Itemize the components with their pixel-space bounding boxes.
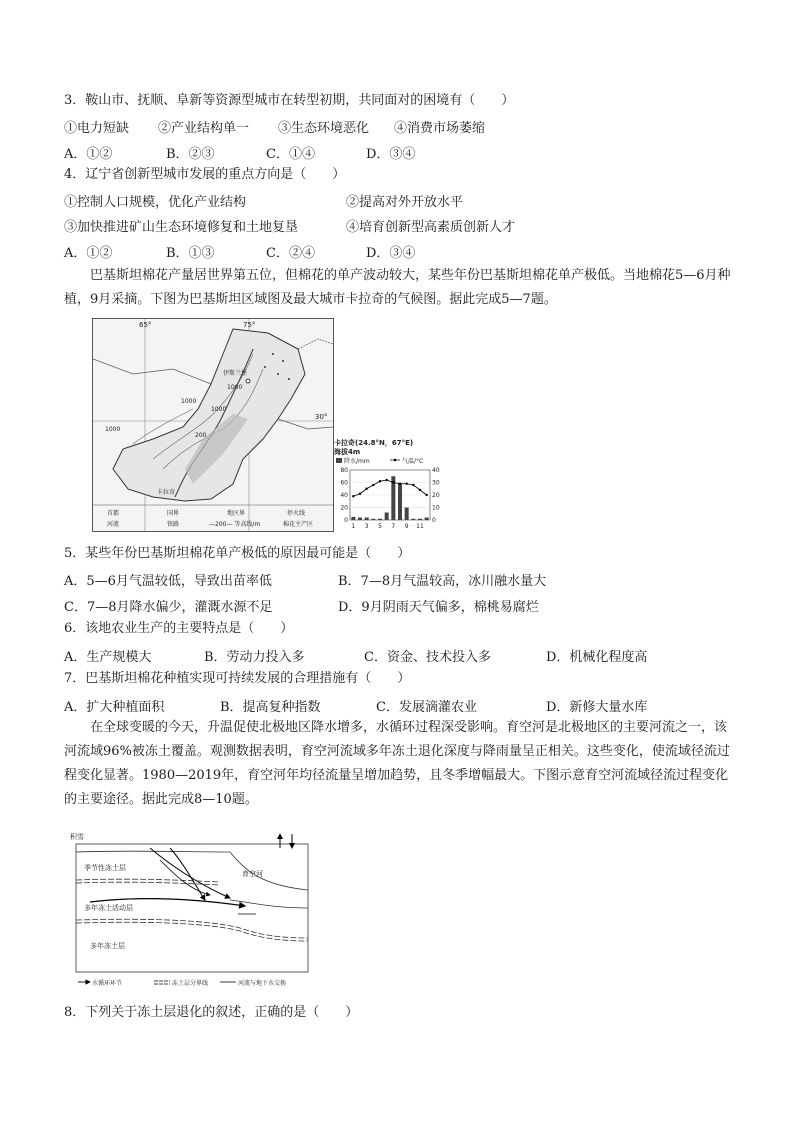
temperature-point xyxy=(365,488,367,490)
precip-bar xyxy=(365,518,369,521)
q4-item-3: ③加快推进矿山生态环境修复和土地复垦 xyxy=(64,220,299,235)
contour-label: 1000 xyxy=(211,406,227,413)
right-tick-label: 10 xyxy=(432,504,440,512)
permafrost-diagram xyxy=(70,830,314,992)
karachi-climate-chart xyxy=(334,438,446,530)
month-label: 5 xyxy=(378,523,382,530)
karachi-label: 卡拉奇 xyxy=(157,489,176,496)
precip-bar xyxy=(411,519,415,520)
temperature-point xyxy=(405,483,407,485)
month-label: 9 xyxy=(404,523,409,530)
legend-boundary: 冻土层分界线 xyxy=(172,980,209,987)
precip-bar xyxy=(351,517,355,520)
temperature-point xyxy=(392,481,394,483)
legend-capital: 首都 xyxy=(107,510,120,517)
layer-active-label: 多年冻土活动层 xyxy=(84,904,133,912)
capital-marker xyxy=(246,379,250,383)
temperature-point xyxy=(359,493,361,495)
right-tick-label: 0 xyxy=(432,517,436,524)
q5-option-d[interactable]: D．9月阴雨天气偏多，棉桃易腐烂 xyxy=(338,600,539,615)
legend-temp: 气温/°C xyxy=(402,458,424,465)
left-tick-label: 0 xyxy=(344,517,348,524)
temperature-point xyxy=(425,494,427,496)
q5-option-a[interactable]: A．5—6月气温较低，导致出苗率低 xyxy=(64,574,272,589)
lat-label-30: 30° xyxy=(315,413,328,421)
q3-option-c[interactable]: C．①④ xyxy=(266,147,315,162)
legend-rain: 降水/mm xyxy=(344,458,370,465)
q5-option-c[interactable]: C．7—8月降水偏少，灌溉水源不足 xyxy=(64,600,273,615)
precip-bar xyxy=(425,518,429,521)
legend-cotton: 棉花主产区 xyxy=(283,521,314,528)
q6-option-b[interactable]: B．劳动力投入多 xyxy=(204,650,305,665)
contour-label: 200 xyxy=(195,432,207,439)
q3-stem: 3．鞍山市、抚顺、阜新等资源型城市在转型初期，共同面对的困境有（ ） xyxy=(64,93,515,108)
month-label: 11 xyxy=(416,523,424,530)
precip-bar xyxy=(405,508,409,521)
climate-subtitle: 海拔4m xyxy=(334,448,361,456)
legend-river: 河流 xyxy=(107,521,120,528)
precip-bar xyxy=(358,518,362,521)
layer-seasonal-label: 季节性冻土层 xyxy=(84,864,126,872)
q7-option-c[interactable]: C．发展滴灌农业 xyxy=(376,700,477,715)
legend-ceasefire: 停火线 xyxy=(287,510,306,517)
river-label: 育空河 xyxy=(242,870,263,878)
contour-label: 1000 xyxy=(105,426,121,433)
temperature-point xyxy=(372,484,374,486)
capital-label: 伊斯兰堡 xyxy=(223,370,248,377)
q4-option-a[interactable]: A．①② xyxy=(64,246,113,261)
q4-item-4: ④培育创新型高素质创新人才 xyxy=(346,220,516,235)
legend-water-cycle: 水循环环节 xyxy=(92,980,123,987)
q3-item-2: ②产业结构单一 xyxy=(158,121,250,136)
month-label: 3 xyxy=(364,523,369,530)
contour-label: 1000 xyxy=(181,398,197,405)
intro-paragraph-pakistan: 巴基斯坦棉花产量居世界第五位，但棉花的单产波动较大，某些年份巴基斯坦棉花单产极低。当地棉花5—6月种植，9月采摘。下图为巴基斯坦区域图及最大城市卡拉奇的气候图。据此完成5—7题。 xyxy=(64,268,731,307)
temperature-point xyxy=(412,484,414,486)
precip-bar xyxy=(385,513,389,521)
q3-item-1: ①电力短缺 xyxy=(64,121,130,136)
legend-rain-swatch xyxy=(336,458,342,463)
q4-option-d[interactable]: D．③④ xyxy=(366,246,416,261)
q7-option-d[interactable]: D．新修大量水库 xyxy=(546,700,648,715)
month-label: 1 xyxy=(351,523,356,530)
q4-option-c[interactable]: C．②④ xyxy=(266,246,315,261)
q4-item-1: ①控制人口规模，优化产业结构 xyxy=(64,195,247,210)
legend-border: 国界 xyxy=(167,510,180,517)
q7-stem: 7．巴基斯坦棉花种植实现可持续发展的合理措施有（ ） xyxy=(64,671,411,686)
snow-label: 积雪 xyxy=(70,833,84,841)
precip-bar xyxy=(378,519,382,520)
pakistan-outline xyxy=(113,329,305,501)
precip-bar xyxy=(398,484,402,520)
left-tick-label: 80 xyxy=(340,467,348,474)
intro-paragraph-yukon: 在全球变暖的今天，升温促使北极地区降水增多，水循环过程深受影响。育空河是北极地区的主要河流之一，该河流域96%被冻土覆盖。观测数据表明，育空河流域多年冻土退化深度与降雨量呈正相关。这些变化，使流域径流过程变化显著。1980—2019年，育空河年均径流量呈增加趋势，且冬季增幅最大。下图示意育空河流域径流过程变化的主要途径。据此完成8—10题。 xyxy=(64,720,730,807)
q3-item-4: ④消费市场萎缩 xyxy=(394,121,486,136)
q5-option-b[interactable]: B．7—8月气温较高，冰川融水量大 xyxy=(338,574,547,589)
q4-stem: 4．辽宁省创新型城市发展的重点方向是（ ） xyxy=(64,167,346,182)
q5-stem: 5．某些年份巴基斯坦棉花单产极低的原因最可能是（ ） xyxy=(64,546,411,561)
legend-exchange: 河流与地下水交换 xyxy=(238,980,287,987)
q7-option-a[interactable]: A．扩大种植面积 xyxy=(64,700,165,715)
q4-option-b[interactable]: B．①③ xyxy=(166,246,215,261)
temperature-point xyxy=(399,483,401,485)
q3-item-3: ③生态环境恶化 xyxy=(278,121,370,136)
precip-bar xyxy=(418,519,422,520)
contour-label: 1000 xyxy=(227,384,243,391)
q3-option-b[interactable]: B．②③ xyxy=(166,147,215,162)
permafrost-diagram-svg xyxy=(70,830,314,992)
pakistan-map xyxy=(92,318,334,532)
temperature-point xyxy=(419,489,421,491)
right-tick-label: 20 xyxy=(432,492,440,499)
left-tick-label: 40 xyxy=(340,492,348,499)
q6-stem: 6．该地农业生产的主要特点是（ ） xyxy=(64,621,294,636)
q6-option-c[interactable]: C．资金、技术投入多 xyxy=(364,650,491,665)
legend-railway: 铁路 xyxy=(167,521,180,528)
climate-title: 卡拉奇(24.8°N，67°E) xyxy=(334,439,414,447)
layer-permafrost-label: 多年冻土层 xyxy=(90,942,125,950)
left-tick-label: 20 xyxy=(340,504,348,512)
legend-region-border: 地区界 xyxy=(227,510,246,517)
month-label: 7 xyxy=(391,523,396,530)
left-tick-label: 60 xyxy=(340,479,348,487)
temperature-point xyxy=(352,495,354,497)
q8-stem: 8．下列关于冻土层退化的叙述，正确的是（ ） xyxy=(64,1005,359,1020)
q4-item-2: ②提高对外开放水平 xyxy=(346,195,464,210)
lon-label-75: 75° xyxy=(243,321,256,329)
q7-option-b[interactable]: B．提高复种指数 xyxy=(220,700,321,715)
climate-chart-svg xyxy=(334,438,446,530)
legend-contour: —200— 等高线/m xyxy=(209,521,261,528)
q6-option-a[interactable]: A．生产规模大 xyxy=(64,650,152,665)
lon-label-65: 65° xyxy=(139,321,152,329)
right-tick-label: 30 xyxy=(432,479,440,487)
q3-option-d[interactable]: D．③④ xyxy=(366,147,416,162)
pakistan-map-svg xyxy=(93,319,333,531)
temperature-point xyxy=(379,480,381,482)
right-tick-label: 40 xyxy=(432,467,440,474)
precip-bar xyxy=(371,519,375,520)
temperature-point xyxy=(385,479,387,481)
q6-option-d[interactable]: D．机械化程度高 xyxy=(546,650,648,665)
q3-option-a[interactable]: A．①② xyxy=(64,147,113,162)
